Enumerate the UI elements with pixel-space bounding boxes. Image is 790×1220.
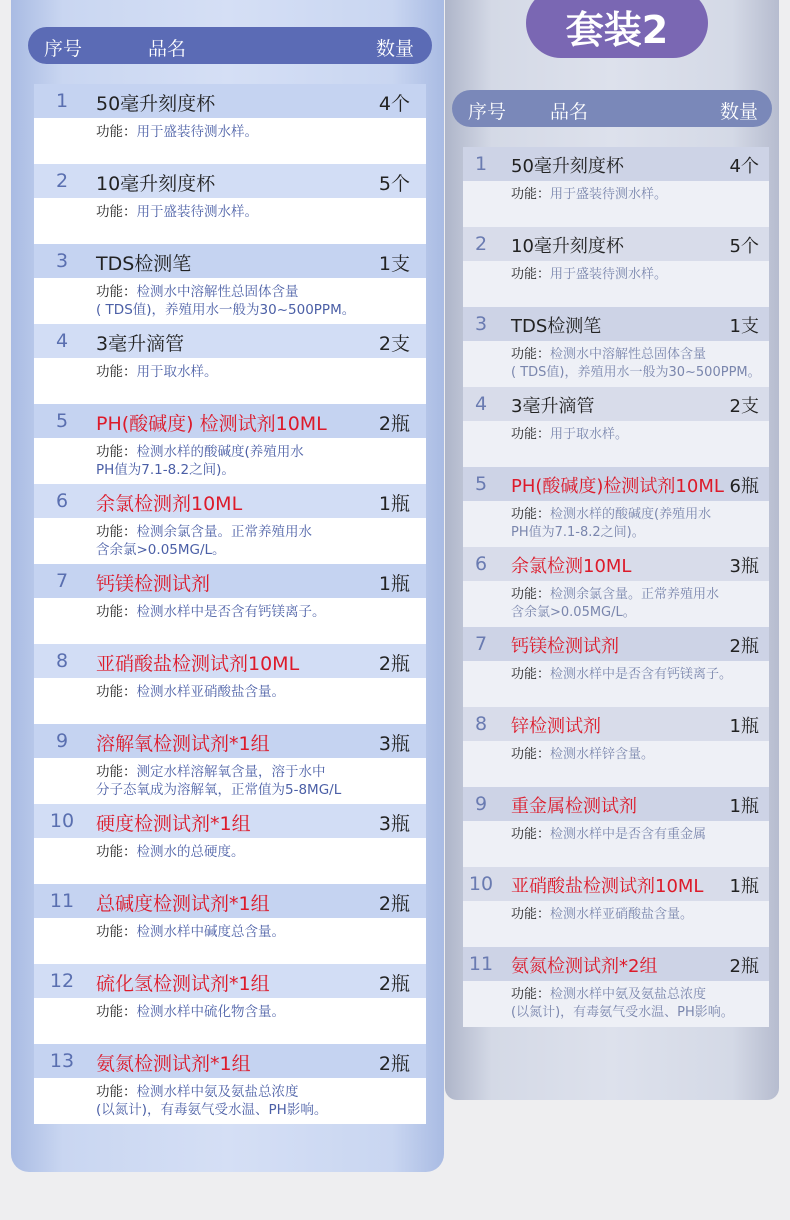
row-title-band [463, 307, 769, 341]
item-name: 重金属检测试剂 [511, 796, 637, 817]
row-number: 4 [55, 330, 69, 352]
item-quantity: 2瓶 [378, 653, 410, 675]
function-prefix: 功能： [511, 427, 551, 442]
item-quantity: 3瓶 [378, 813, 410, 835]
item-quantity: 1瓶 [378, 493, 410, 515]
row-number: 2 [474, 233, 488, 255]
row-function-band [463, 181, 769, 227]
row-title-band [34, 1044, 426, 1078]
item-function [511, 346, 763, 382]
function-text: 检测水中溶解性总固体含量 ( TDS值)，养殖用水一般为30~500PPM。 [96, 284, 356, 318]
row-function-band [463, 981, 769, 1027]
row-number: 1 [55, 90, 69, 112]
function-text: 检测水样中是否含有钙镁离子。 [136, 604, 326, 620]
item-function [96, 603, 420, 621]
row-function-band [34, 358, 426, 404]
row-number: 8 [55, 650, 69, 672]
row-function-band [463, 741, 769, 787]
table-row [34, 164, 426, 244]
item-function [511, 986, 763, 1022]
table-row [463, 547, 769, 627]
item-function [511, 506, 763, 542]
table-row [34, 324, 426, 404]
item-quantity: 2瓶 [378, 1053, 410, 1075]
table-row [34, 644, 426, 724]
row-number: 10 [468, 873, 494, 895]
table-row [34, 84, 426, 164]
item-function [511, 826, 763, 844]
item-quantity: 5个 [378, 173, 410, 195]
table-row [463, 707, 769, 787]
function-text: 检测水样亚硝酸盐含量。 [550, 907, 694, 922]
row-function-band [34, 1078, 426, 1124]
row-function-band [34, 198, 426, 244]
header-seq: 序号 [44, 38, 83, 60]
row-title-band [463, 867, 769, 901]
row-number: 3 [474, 313, 488, 335]
item-quantity: 2支 [378, 333, 410, 355]
row-function-band [34, 518, 426, 564]
row-number: 12 [49, 970, 75, 992]
row-function-band [34, 118, 426, 164]
item-function [96, 1083, 420, 1119]
table-row [463, 227, 769, 307]
row-function-band [463, 421, 769, 467]
set1-table-header [28, 27, 432, 64]
row-title-band [34, 644, 426, 678]
item-function [511, 906, 763, 924]
item-name: 3毫升滴管 [511, 396, 595, 417]
row-number: 7 [55, 570, 69, 592]
row-function-band [463, 581, 769, 627]
item-name: 钙镁检测试剂 [96, 573, 211, 595]
item-name: 10毫升刻度杯 [96, 173, 216, 195]
function-text: 测定水样溶解氧含量，溶于水中 分子态氧成为溶解氧，正常值为5-8MG/L [96, 764, 342, 798]
function-text: 检测水中溶解性总固体含量 ( TDS值)，养殖用水一般为30~500PPM。 [511, 347, 761, 380]
table-row [34, 964, 426, 1044]
item-name: 氨氮检测试剂*2组 [511, 956, 658, 977]
row-function-band [34, 598, 426, 644]
table-row [34, 884, 426, 964]
table-row [463, 867, 769, 947]
row-function-band [34, 278, 426, 324]
function-prefix: 功能： [96, 284, 137, 300]
item-name: 50毫升刻度杯 [511, 156, 624, 177]
item-quantity: 1瓶 [729, 716, 759, 737]
item-quantity: 2瓶 [378, 893, 410, 915]
header-qty: 数量 [375, 38, 414, 60]
row-function-band [463, 341, 769, 387]
table-row [463, 387, 769, 467]
function-prefix: 功能： [96, 604, 137, 620]
item-name: 钙镁检测试剂 [511, 636, 619, 657]
item-quantity: 2支 [729, 396, 759, 417]
item-function [511, 746, 763, 764]
row-function-band [463, 901, 769, 947]
function-prefix: 功能： [96, 124, 137, 140]
header-seq: 序号 [468, 101, 507, 123]
item-quantity: 2瓶 [378, 973, 410, 995]
row-number: 11 [468, 953, 494, 975]
table-row [34, 244, 426, 324]
row-title-band [34, 484, 426, 518]
row-title-band [463, 547, 769, 581]
item-function [96, 923, 420, 941]
header-qty: 数量 [719, 101, 758, 123]
item-name: 3毫升滴管 [96, 333, 185, 355]
table-row [34, 404, 426, 484]
row-title-band [34, 884, 426, 918]
function-prefix: 功能： [96, 844, 137, 860]
row-title-band [34, 404, 426, 438]
row-number: 9 [474, 793, 488, 815]
table-row [34, 484, 426, 564]
row-title-band [463, 707, 769, 741]
item-name: TDS检测笔 [511, 316, 602, 337]
table-row [463, 307, 769, 387]
row-number: 2 [55, 170, 69, 192]
item-name: 50毫升刻度杯 [96, 93, 216, 115]
function-text: 检测水样中是否含有重金属 [550, 827, 707, 842]
function-prefix: 功能： [511, 747, 551, 762]
table-row [463, 787, 769, 867]
item-function [96, 763, 420, 799]
function-text: 检测水样中氨及氨盐总浓度 (以氮计)，有毒氨气受水温、PH影响。 [96, 1084, 328, 1118]
row-title-band [34, 564, 426, 598]
function-prefix: 功能： [96, 1004, 137, 1020]
function-text: 检测水的总硬度。 [136, 844, 245, 860]
row-title-band [34, 964, 426, 998]
function-prefix: 功能： [511, 667, 551, 682]
row-function-band [34, 758, 426, 804]
item-quantity: 1支 [729, 316, 759, 337]
function-text: 用于取水样。 [136, 364, 218, 380]
table-row [34, 1044, 426, 1124]
table-row [463, 627, 769, 707]
function-prefix: 功能： [511, 587, 551, 602]
item-name: PH(酸碱度)检测试剂10ML [511, 476, 724, 497]
item-quantity: 6瓶 [729, 476, 759, 497]
row-title-band [34, 724, 426, 758]
function-text: 检测水样中碱度总含量。 [136, 924, 285, 940]
set1-item-table [34, 84, 426, 1124]
item-name: 硬度检测试剂*1组 [96, 813, 251, 835]
row-function-band [34, 678, 426, 724]
function-text: 检测水样中是否含有钙镁离子。 [550, 667, 733, 682]
row-number: 5 [55, 410, 69, 432]
row-title-band [34, 244, 426, 278]
table-row [463, 147, 769, 227]
item-function [96, 443, 420, 479]
row-title-band [463, 467, 769, 501]
row-title-band [34, 84, 426, 118]
item-function [96, 683, 420, 701]
header-name: 品名 [148, 38, 187, 60]
item-function [511, 666, 763, 684]
row-title-band [463, 387, 769, 421]
item-function [96, 283, 420, 319]
function-text: 检测水样锌含量。 [550, 747, 655, 762]
row-function-band [463, 661, 769, 707]
item-name: PH(酸碱度) 检测试剂10ML [96, 413, 327, 435]
function-prefix: 功能： [96, 684, 137, 700]
item-function [96, 523, 420, 559]
function-prefix: 功能： [511, 507, 551, 522]
item-name: 亚硝酸盐检测试剂10ML [511, 876, 704, 897]
item-function [511, 586, 763, 622]
function-text: 用于盛装待测水样。 [550, 187, 668, 202]
function-prefix: 功能： [511, 907, 551, 922]
function-prefix: 功能： [511, 987, 551, 1002]
function-text: 检测余氯含量。正常养殖用水 含余氯>0.05MG/L。 [96, 524, 312, 558]
item-quantity: 2瓶 [729, 956, 759, 977]
row-number: 3 [55, 250, 69, 272]
item-quantity: 1瓶 [378, 573, 410, 595]
function-text: 用于盛装待测水样。 [550, 267, 668, 282]
function-prefix: 功能： [96, 764, 137, 780]
item-quantity: 3瓶 [378, 733, 410, 755]
item-name: 总碱度检测试剂*1组 [96, 893, 270, 915]
function-prefix: 功能： [96, 1084, 137, 1100]
item-function [511, 186, 763, 204]
item-name: 亚硝酸盐检测试剂10ML [96, 653, 300, 675]
function-text: 用于盛装待测水样。 [136, 204, 258, 220]
item-name: 余氯检测10ML [511, 556, 632, 577]
function-text: 检测余氯含量。正常养殖用水 含余氯>0.05MG/L。 [511, 587, 720, 620]
function-prefix: 功能： [96, 444, 137, 460]
function-text: 用于取水样。 [550, 427, 629, 442]
function-prefix: 功能： [511, 187, 551, 202]
item-name: 锌检测试剂 [511, 716, 601, 737]
row-title-band [463, 787, 769, 821]
row-number: 9 [55, 730, 69, 752]
set2-table-header [452, 90, 772, 127]
table-row [463, 947, 769, 1027]
row-number: 4 [474, 393, 488, 415]
item-name: 10毫升刻度杯 [511, 236, 624, 257]
table-row [34, 564, 426, 644]
item-quantity: 4个 [729, 156, 759, 177]
row-function-band [463, 821, 769, 867]
header-name: 品名 [550, 101, 589, 123]
row-number: 10 [49, 810, 75, 832]
item-name: TDS检测笔 [96, 253, 192, 275]
item-quantity: 5个 [729, 236, 759, 257]
row-title-band [34, 324, 426, 358]
function-text: 检测水样中硫化物含量。 [136, 1004, 285, 1020]
function-text: 检测水样亚硝酸盐含量。 [136, 684, 285, 700]
function-prefix: 功能： [511, 827, 551, 842]
item-quantity: 1瓶 [729, 876, 759, 897]
item-name: 余氯检测剂10ML [96, 493, 243, 515]
function-text: 检测水样中氨及氨盐总浓度 (以氮计)，有毒氨气受水温、PH影响。 [511, 987, 734, 1020]
item-quantity: 1支 [378, 253, 410, 275]
item-name: 硫化氢检测试剂*1组 [96, 973, 270, 995]
row-number: 13 [49, 1050, 75, 1072]
function-text: 检测水样的酸碱度(养殖用水 PH值为7.1-8.2之间)。 [96, 444, 304, 478]
function-prefix: 功能： [511, 347, 551, 362]
item-quantity: 4个 [378, 93, 410, 115]
item-function [511, 266, 763, 284]
table-row [34, 804, 426, 884]
set2-title-badge: 套装2 [526, 0, 708, 58]
row-title-band [34, 804, 426, 838]
row-title-band [463, 947, 769, 981]
function-prefix: 功能： [511, 267, 551, 282]
row-number: 6 [474, 553, 488, 575]
row-number: 5 [474, 473, 488, 495]
row-number: 8 [474, 713, 488, 735]
item-quantity: 1瓶 [729, 796, 759, 817]
row-title-band [463, 147, 769, 181]
row-number: 11 [49, 890, 75, 912]
item-name: 溶解氧检测试剂*1组 [96, 733, 270, 755]
table-row [463, 467, 769, 547]
item-name: 氨氮检测试剂*1组 [96, 1053, 251, 1075]
function-text: 用于盛装待测水样。 [136, 124, 258, 140]
function-prefix: 功能： [96, 204, 137, 220]
function-text: 检测水样的酸碱度(养殖用水 PH值为7.1-8.2之间)。 [511, 507, 712, 540]
function-prefix: 功能： [96, 924, 137, 940]
item-function [96, 363, 420, 381]
function-prefix: 功能： [96, 524, 137, 540]
row-function-band [34, 838, 426, 884]
row-number: 7 [474, 633, 488, 655]
item-function [96, 123, 420, 141]
row-title-band [34, 164, 426, 198]
item-function [96, 1003, 420, 1021]
row-title-band [463, 627, 769, 661]
row-function-band [463, 501, 769, 547]
item-function [511, 426, 763, 444]
function-prefix: 功能： [96, 364, 137, 380]
row-function-band [34, 998, 426, 1044]
item-quantity: 2瓶 [378, 413, 410, 435]
row-function-band [34, 438, 426, 484]
item-quantity: 3瓶 [729, 556, 759, 577]
row-function-band [463, 261, 769, 307]
row-function-band [34, 918, 426, 964]
row-number: 1 [474, 153, 488, 175]
item-function [96, 203, 420, 221]
item-function [96, 843, 420, 861]
set2-item-table [463, 147, 769, 1027]
item-quantity: 2瓶 [729, 636, 759, 657]
table-row [34, 724, 426, 804]
row-title-band [463, 227, 769, 261]
row-number: 6 [55, 490, 69, 512]
